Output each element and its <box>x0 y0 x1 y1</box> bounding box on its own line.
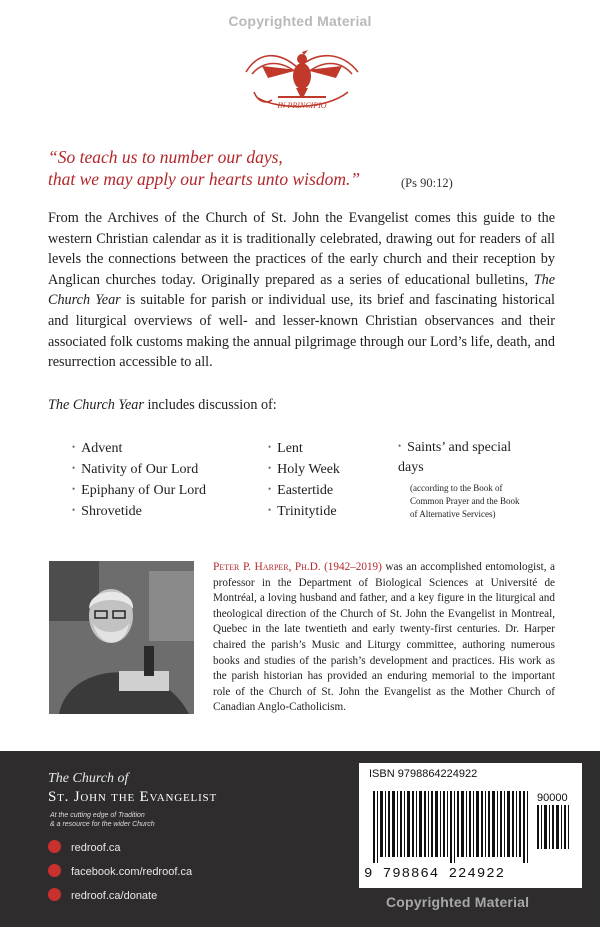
includes-heading <box>48 397 277 414</box>
watermark-top: Copyrighted Material <box>228 13 372 29</box>
topic-item: • Lent <box>268 441 340 462</box>
heart-icon <box>48 888 61 901</box>
topic-item: • Epiphany of Our Lord <box>72 483 206 504</box>
topic-item: • Nativity of Our Lord <box>72 462 206 483</box>
isbn-label: ISBN 9798864224922 <box>369 768 478 780</box>
author-name: Peter P. Harper <box>213 561 289 573</box>
donate-link[interactable] <box>48 888 157 904</box>
quote-line-2: that we may apply our hearts unto wisdom.” <box>48 169 361 189</box>
barcode-digits: 9 798864 224922 <box>364 866 506 882</box>
topic-item: • Trinitytide <box>268 504 340 525</box>
topic-item: • Shrovetide <box>72 504 206 525</box>
intro-text-part-1: From the Archives of the Church of St. John the Evangelist comes this guide to the western Christian calendar as it is traditionally celebrated, drawing out for readers of all levels the connections between the practices of the early church and their reception by Anglican churches today. Originally prepared as a series of educational bulletins, <box>48 210 555 288</box>
author-photo-illustration <box>49 561 194 714</box>
intro-book-title: The Church Year <box>48 271 555 309</box>
logo-motto: IN PRINCIPIO <box>277 101 327 110</box>
author-bio-text: was an accomplished entomologist, a professor in the Department of Biological Sciences at Université de Montréal, a loving husband and father, and a key figure in the liturgical and theological direction of the Church of St. John the Evangelist in Montreal, Quebec in the late twentieth and early twenty-first centuries. Dr. Harper chaired the parish’s Music and Liturgy committee, authoring numerous books and studies of the parish’s development and practices. His work as the parish historian has provided an enduring memorial to the important role of the Church of St. John the Evangelist as the Mother Church of Canadian Anglo-Catholicism. <box>213 561 556 714</box>
church-tagline <box>50 811 200 829</box>
quote-reference: (Ps 90:12) <box>401 176 453 190</box>
topic-item: • Eastertide <box>268 483 340 504</box>
church-name: St. John the Evangelist <box>48 789 217 805</box>
website-link-text: redroof.ca <box>71 842 121 854</box>
price-code: 90000 <box>537 792 568 804</box>
topic-list-column-1 <box>72 441 206 525</box>
intro-text-part-2: is suitable for parish or individual use, its brief and fascinating historical and liturgical overviews of well- and lesser-known Christian observances and their associated folk customs making the annual pilgrimage through our Lord’s life, death, and resurrection accessible to all. <box>48 292 555 371</box>
intro-paragraph <box>48 208 555 373</box>
quote-line-1: “So teach us to number our days, <box>48 147 283 167</box>
tagline-line-2: & a resource for the wider Church <box>50 821 155 828</box>
epigraph-quote <box>48 146 568 190</box>
website-link[interactable] <box>48 840 121 856</box>
eagle-logo <box>238 32 366 112</box>
topic-item: • Holy Week <box>268 462 340 483</box>
includes-book-title: The Church Year <box>48 397 144 413</box>
author-photo <box>49 561 194 714</box>
includes-rest: includes discussion of: <box>143 397 277 413</box>
topic-list-column-2 <box>268 441 340 525</box>
donate-link-text: redroof.ca/donate <box>71 890 158 902</box>
topic-item: • Advent <box>72 441 206 462</box>
author-credentials: , Ph.D. (1942–2019) <box>288 561 382 573</box>
topic-note: (according to the Book of Common Prayer and the Book of Alternative Services) <box>410 483 520 519</box>
facebook-link[interactable] <box>48 864 192 880</box>
church-of-label: The Church of <box>48 771 129 786</box>
topic-item: • Saints’ and special days <box>398 438 526 478</box>
facebook-link-text: facebook.com/redroof.ca <box>71 866 193 878</box>
globe-icon <box>48 840 61 853</box>
watermark-bottom: Copyrighted Material <box>386 894 530 910</box>
author-bio <box>213 560 555 716</box>
topic-list-column-3 <box>398 438 526 521</box>
facebook-icon <box>48 864 61 877</box>
tagline-line-1: At the cutting edge of Tradition <box>50 812 145 819</box>
